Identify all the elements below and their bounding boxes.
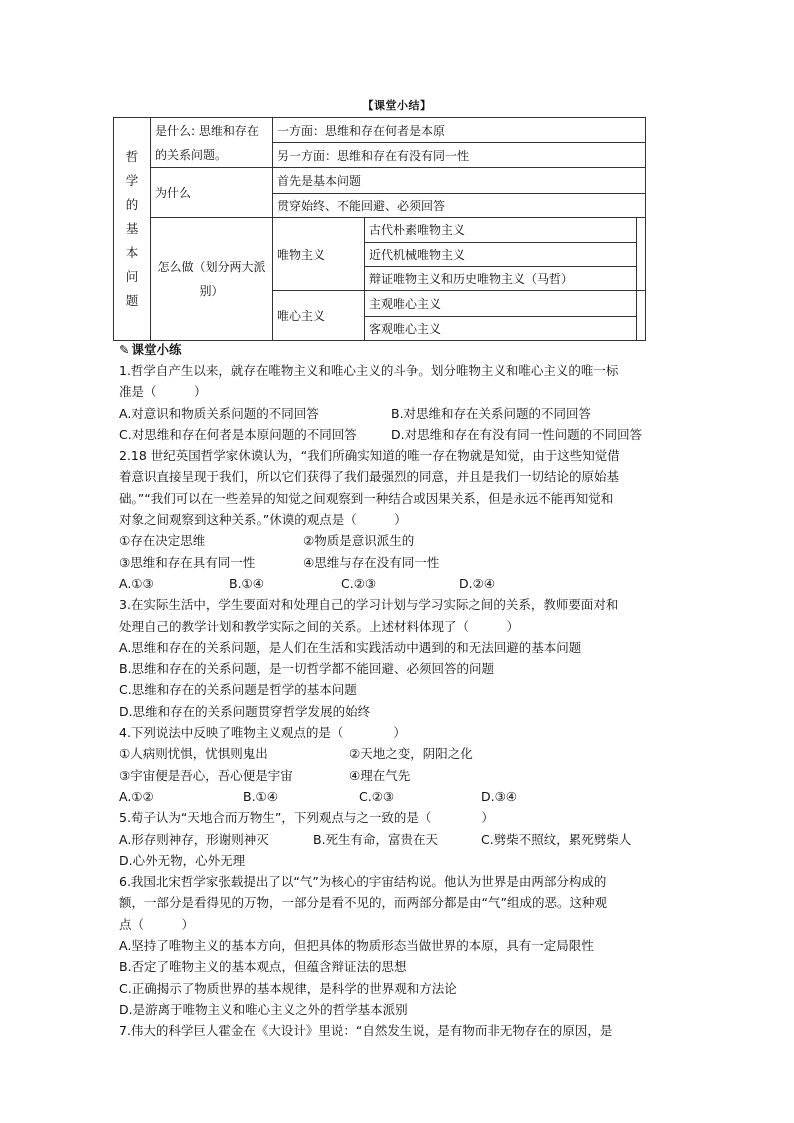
- q2-line-4: 对象之间观察到这种关系。”休谟的观点是（ ）: [119, 512, 407, 528]
- q4-line-1: 4.下列说法中反映了唯物主义观点的是（ ）: [119, 725, 406, 741]
- q1-options-row-1: [119, 403, 679, 424]
- q5-option-d: D.心外无物，心外无理: [119, 852, 246, 868]
- q5-line-1: 5.荀子认为“天地合而万物生”，下列观点与之一致的是（ ）: [119, 810, 494, 826]
- q2-line-3: 础。”“我们可以在一些差异的知觉之间观察到一种结合或因果关系，但是永远不能再知觉和: [119, 490, 614, 506]
- q5-option-b: B.死生有命，富贵在天: [313, 831, 439, 847]
- q2-option-d: D.②④: [459, 575, 496, 591]
- q3-option-d: D.思维和存在的关系问题贯穿哲学发展的始终: [119, 703, 371, 719]
- materialism-cell: 唯物主义: [273, 217, 365, 291]
- q2-line-2: 着意识直接呈现于我们，所以它们获得了我们最强烈的同意，并且是我们一切结论的原始基: [119, 469, 620, 485]
- q1-line-1: 1.哲学自产生以来，就存在唯物主义和唯心主义的斗争。划分唯物主义和唯心主义的唯一标: [119, 363, 619, 378]
- q3-option-c: C.思维和存在的关系问题是哲学的基本问题: [119, 682, 357, 698]
- q4-item-1: ①人病则忧惧，忧惧则鬼出: [119, 746, 268, 762]
- q4-item-3: ③宇宙便是吾心，吾心便是宇宙: [119, 767, 293, 783]
- q3-line-1: 3.在实际生活中，学生要面对和处理自己的学习计划与学习实际之间的关系，教师要面对和: [119, 597, 619, 613]
- idealism-item-2: 客观唯心主义: [365, 316, 637, 340]
- q2-item-4: ④思维与存在没有同一性: [303, 554, 440, 570]
- root-cell: [114, 118, 151, 341]
- q4-option-a: A.①②: [119, 788, 154, 804]
- q5-options-row-1: [119, 829, 679, 850]
- q2-items-row-2: [119, 552, 679, 573]
- q2-line-1: 2.18 世纪英国哲学家休谟认为，“我们所确实知道的唯一存在物就是知觉，由于这些知觉借: [119, 448, 620, 464]
- q2-item-3: ③思维和存在具有同一性: [119, 554, 256, 570]
- blank-cell: [637, 217, 646, 291]
- q4-item-4: ④理在气先: [349, 767, 411, 783]
- idealism-item-1: 主观唯心主义: [365, 291, 637, 316]
- q6-option-b: B.否定了唯物主义的基本观点，但蕴含辩证法的思想: [119, 959, 407, 975]
- q6-option-c: C.正确揭示了物质世界的基本规律，是科学的世界观和方法论: [119, 980, 457, 996]
- q6-line-1: 6.我国北宋哲学家张载提出了以“气”为核心的宇宙结构说。他认为世界是由两部分构成的: [119, 874, 607, 890]
- summary-table: [113, 117, 646, 341]
- root-label: 哲学的基本问题: [125, 149, 139, 308]
- q3-option-b: B.思维和存在的关系问题，是一切哲学都不能回避、必须回答的问题: [119, 661, 495, 677]
- what-item-2: 另一方面：思维和存在有没有同一性: [273, 143, 646, 168]
- q2-option-c: C.②③: [341, 575, 377, 591]
- q6-option-a: A.坚持了唯物主义的基本方向，但把具体的物质形态当做世界的本原，具有一定局限性: [119, 938, 594, 954]
- q2-options: [119, 573, 679, 594]
- q4-items-row-1: [119, 743, 679, 764]
- q1-option-a: A.对意识和物质关系问题的不同回答: [119, 405, 319, 421]
- q1-option-d: D.对思维和存在有没有同一性问题的不同回答: [391, 426, 643, 442]
- q5-option-c: C.劈柴不照纹，累死劈柴人: [481, 831, 632, 847]
- q2-option-a: A.①③: [119, 575, 154, 591]
- q1-option-b: B.对思维和存在关系问题的不同回答: [391, 405, 592, 421]
- q3-line-2: 处理自己的教学计划和教学实际之间的关系。上述材料体现了（ ）: [119, 618, 520, 634]
- q4-option-c: C.②③: [359, 788, 395, 804]
- pen-icon: ✎: [119, 342, 130, 357]
- how-label: 怎么做（划分两大派别）: [157, 259, 266, 298]
- q6-option-d: D.是游离于唯物主义和唯心主义之外的哲学基本派别: [119, 1001, 408, 1017]
- practice-section: [119, 340, 679, 1042]
- idealism-cell: 唯心主义: [273, 291, 365, 341]
- q4-items-row-2: [119, 765, 679, 786]
- why-item-2: 贯穿始终、不能回避、必须回答: [273, 193, 646, 217]
- why-item-1: 首先是基本问题: [273, 168, 646, 193]
- blank-cell-2: [637, 291, 646, 341]
- q3-option-a: A.思维和存在的关系问题，是人们在生活和实践活动中遇到的和无法回避的基本问题: [119, 639, 582, 655]
- q4-option-b: B.①④: [243, 788, 278, 804]
- what-item-1: 一方面：思维和存在何者是本原: [273, 118, 646, 143]
- practice-title: 课堂小练: [131, 342, 182, 357]
- q1-option-c: C.对思维和存在何者是本原问题的不同回答: [119, 426, 357, 442]
- materialism-item-1: 古代朴素唯物主义: [365, 217, 637, 242]
- q6-line-3: 点（ ）: [119, 916, 195, 932]
- materialism-item-2: 近代机械唯物主义: [365, 243, 637, 267]
- q4-item-2: ②天地之变，阴阳之化: [349, 746, 473, 762]
- q2-item-1: ①存在决定思维: [119, 533, 206, 549]
- q2-item-2: ②物质是意识派生的: [303, 533, 415, 549]
- q6-line-2: 额，一部分是看得见的万物，一部分是看不见的，而两部分都是由“气”组成的恶。这种观: [119, 895, 607, 911]
- how-cell: [151, 217, 273, 340]
- summary-title: 【课堂小结】: [362, 99, 432, 112]
- q4-option-d: D.③④: [481, 788, 518, 804]
- q2-items-row-1: [119, 530, 679, 551]
- q5-option-a: A.形存则神存，形谢则神灭: [119, 831, 269, 847]
- q2-option-b: B.①④: [229, 575, 264, 591]
- q7-line-1: 7.伟大的科学巨人霍金在《大设计》里说：“自然发生说，是有物而非无物存在的原因，是: [119, 1023, 613, 1039]
- q1-options-row-2: [119, 424, 679, 445]
- q4-options: [119, 786, 679, 807]
- what-cell: 是什么: 思维和存在的关系问题。: [151, 118, 273, 168]
- q1-line-2: 准是（ ）: [119, 384, 207, 400]
- practice-heading: [119, 340, 679, 360]
- why-cell: 为什么: [151, 168, 273, 217]
- materialism-item-3: 辩证唯物主义和历史唯物主义（马哲）: [365, 267, 637, 291]
